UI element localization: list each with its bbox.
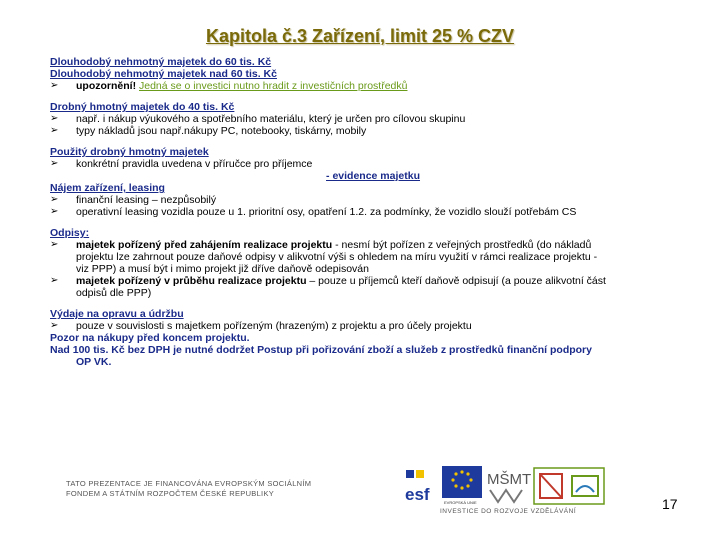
svg-text:esf: esf [405, 485, 430, 504]
vydaje-bullet-1: ➢ pouze v souvislosti s majetkem pořízeným (hrazeným) z projektu a pro účely projektu [50, 320, 472, 332]
arrow-bullet-icon: ➢ [50, 80, 59, 91]
evidence-link[interactable]: - evidence majetku [326, 170, 420, 182]
arrow-bullet-icon: ➢ [50, 194, 59, 205]
arrow-bullet-icon: ➢ [50, 158, 59, 169]
najem-bullet-2: ➢ operativní leasing vozidla pouze u 1. prioritní osy, opatření 1.2. za podmínky, že vozidlo slouží potřebám CS [50, 206, 577, 218]
odpisy-b2-line2: odpisů dle PPP) [76, 287, 152, 299]
najem-heading: Nájem zařízení, leasing [50, 182, 165, 194]
nad-100-line-1: Nad 100 tis. Kč bez DPH je nutné dodržet Postup při pořizování zboží a služeb z prostředků finanční podpory [50, 344, 592, 356]
dhm-bullet-1: ➢ např. i nákup výukového a spotřebního materiálu, který je určen pro cílovou skupinu [50, 113, 466, 125]
dhm-bullet-2: ➢ typy nákladů jsou např.nákupy PC, notebooky, tiskárny, mobily [50, 125, 367, 137]
pouzity-heading: Použitý drobný hmotný majetek [50, 146, 209, 158]
arrow-bullet-icon: ➢ [50, 206, 59, 217]
nad-100-line-2: OP VK. [76, 356, 112, 368]
arrow-bullet-icon: ➢ [50, 275, 59, 286]
svg-text:MŠMT: MŠMT [487, 471, 532, 488]
dnm-line-2: Dlouhodobý nehmotný majetek nad 60 tis. Kč [50, 68, 277, 80]
svg-text:EVROPSKÁ UNIE: EVROPSKÁ UNIE [444, 500, 477, 505]
odpisy-bullet-2: ➢ majetek pořízený v průběhu realizace projektu – pouze u příjemců kteří daňově odpisují (a pouze alikvotní část [50, 275, 606, 287]
logo-strip [404, 466, 614, 508]
eu-flag-icon [442, 466, 482, 506]
msmt-logo-icon [486, 466, 532, 506]
slide-content [50, 56, 690, 368]
najem-bullet-1: ➢ finanční leasing – nezpůsobilý [50, 194, 217, 206]
vydaje-heading: Výdaje na opravu a údržbu [50, 308, 184, 320]
arrow-bullet-icon: ➢ [50, 239, 59, 250]
page-number: 17 [662, 496, 678, 512]
esf-logo-icon [404, 466, 438, 506]
odpisy-b1-line2: projektu lze zahrnout pouze daňové odpisy v alikvotní výši s ohledem na míru využití v rámci realizace projektu - [76, 251, 598, 263]
pouzity-bullet-1: ➢ konkrétní pravidla uvedena v příručce pro příjemce [50, 158, 313, 170]
odpisy-bullet-1: ➢ majetek pořízený před zahájením realizace projektu - nesmí být pořízen z veřejných prostředků (do nákladů [50, 239, 592, 251]
dnm-note [50, 80, 690, 92]
note-label: upozornění! [76, 80, 137, 92]
dnm-line-1: Dlouhodobý nehmotný majetek do 60 tis. Kč [50, 56, 272, 68]
pozor-note: Pozor na nákupy před koncem projektu. [50, 332, 250, 344]
dhm-heading: Drobný hmotný majetek do 40 tis. Kč [50, 101, 235, 113]
op-vk-logo-icon [532, 466, 606, 506]
page-title: Kapitola č.3 Zařízení, limit 25 % CZV [205, 26, 515, 46]
arrow-bullet-icon: ➢ [50, 113, 59, 124]
invest-caption: INVESTICE DO ROZVOJE VZDĚLÁVÁNÍ [440, 508, 577, 515]
arrow-bullet-icon: ➢ [50, 125, 59, 136]
note-text: Jedná se o investici nutno hradit z investičních prostředků [139, 80, 408, 92]
odpisy-b1-line3: viz PPP) a musí být i mimo projekt již dříve daňově odepisován [76, 263, 369, 275]
odpisy-heading: Odpisy: [50, 227, 90, 239]
funding-statement: TATO PREZENTACE JE FINANCOVÁNA EVROPSKÝM SOCIÁLNÍM FONDEM A STÁTNÍM ROZPOČTEM ČESKÉ REPUBLIKY [66, 479, 312, 498]
arrow-bullet-icon: ➢ [50, 320, 59, 331]
